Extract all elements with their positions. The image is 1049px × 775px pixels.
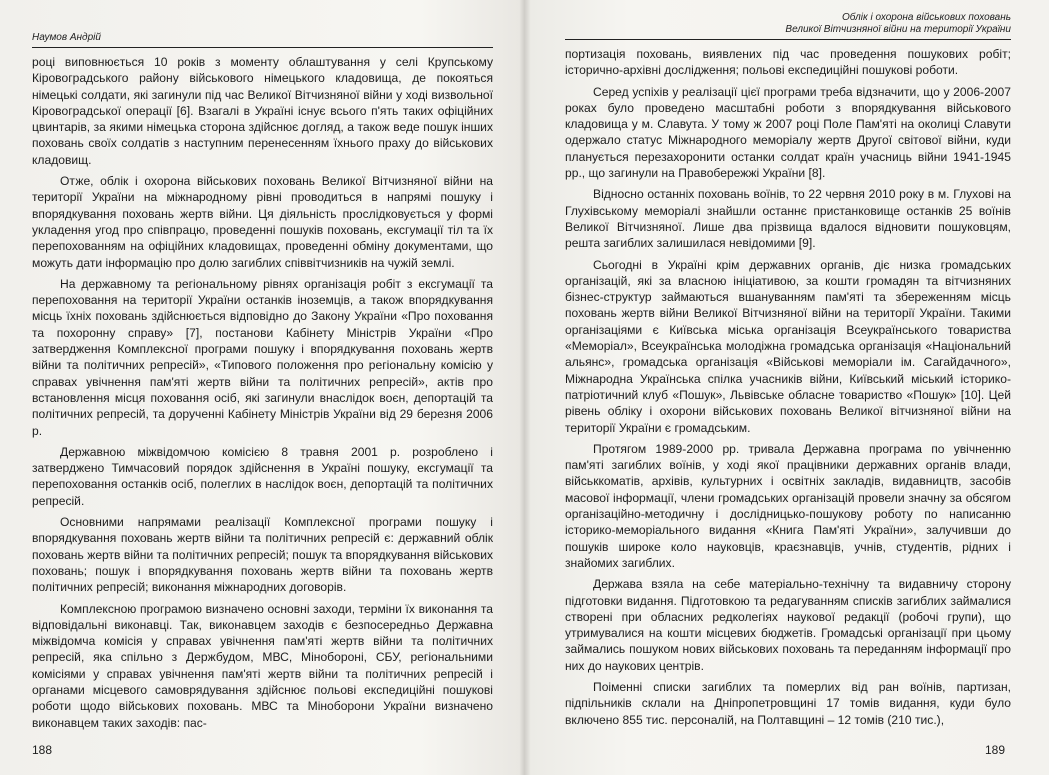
- paragraph: портизація поховань, виявлених під час проведення пошукових робіт; історично-архівні дослідження; польові експедиційні пошукові роботи.: [565, 47, 1011, 78]
- running-head-line-2: Великої Вітчизняної війни на території України: [785, 24, 1011, 35]
- page-number-left: 188: [32, 743, 53, 757]
- paragraph: Державною міжвідомчою комісією 8 травня 2001 р. розроблено і затверджено Тимчасовий порядок здійснення в Україні пошуку, ексгумації та перепоховання останків осіб, полеглих в наслідок воєн, депортацій та політичних репресій.: [32, 444, 493, 508]
- paragraph: Протягом 1989-2000 рр. тривала Державна програма по увічненню пам'яті загиблих воїнів, у ході якої працівники державних органів влади, військкоматів, архівів, культурних і освітніх закладів, видавництв, засобів масової інформації, члени громадських організацій провели значну за обсягом організаційно-методичну і дослідницько-пошукову роботу по написанню історико-меморіального видання «Книга Пам'яті України», залучивши до пошуків широке коло науковців, краєзнавців, учнів, студентів, рідних і знайомих загиблих.: [565, 441, 1011, 570]
- left-body-text: [32, 54, 493, 731]
- left-running-head: [32, 8, 493, 48]
- paragraph: Отже, облік і охорона військових поховань Великої Вітчизняної війни на території України на міжнародному рівні проводиться в напрямі пошуку і впорядкування поховань жертв війни. Ця діяльність прослідковується у формі укладення угод про співпрацю, проведенні пошуків поховань, ексгумації тіл та їх перепохованням на офіційних кладовищах, проведенні обміну документами, що можуть дати інформацію про долю загиблих співвітчизників на чужій землі.: [32, 174, 493, 270]
- page-number-right: 189: [984, 743, 1005, 757]
- paragraph: Сьогодні в Україні крім державних органів, діє низка громадських організацій, які за власною ініціативою, за кошти громадян та вітчизняних бізнес-структур займаються вшануванням пам'яті та збереженням місць поховань жертв війни Великої Вітчизняної війни на території України. Такими організаціями є Київська міська організація Всеукраїнського товариства «Меморіал», Всеукраїнська молодіжна громадська організація «Національний альянс», громадська організація «Військові меморіали ім. Сагайдачного», Міжнародна Українська спілка учасників війни, Київський міський історико-патріотичний клуб «Пошук», Львівське обласне товариство «Пошук» [10]. Цей рівень обліку і охорони військових поховань Великої вітчизняної війни на території України є громадським.: [565, 257, 1011, 435]
- paragraph: Основними напрямами реалізації Комплексної програми пошуку і впорядкування поховань жертв війни та політичних репресій є: державний облік поховань жертв війни та політичних репресій; пошук та впорядкування військових поховань; пошук і впорядкування поховань жертв війни та поховань жертв політичних репресій; виконання міжнародних договорів.: [32, 515, 493, 595]
- paragraph: Поіменні списки загиблих та померлих від ран воїнів, партизан, підпільників склали на Дніпропетровщині 17 томів видання, куди було включено 855 тис. персоналій, на Полтавщині – 12 томів (210 тис.),: [565, 679, 1011, 727]
- paragraph: Держава взяла на себе матеріально-технічну та видавничу сторону підготовки видання. Підготовкою та редагуванням списків загиблих займалися створені при обласних редколегіях наукової редакції (робочі групи), що утримувалися на кошти місцевих бюджетів. Громадські організації при цьому займались пошуком нових військових поховань та переданням інформації про них до наукових центрів.: [565, 577, 1011, 673]
- right-running-head: [565, 8, 1011, 40]
- paragraph: році виповнюється 10 років з моменту облаштування у селі Крупському Кіровоградського району військового німецького кладовища, де покояться німецькі солдати, які загинули під час Великої Вітчизняної війни у ході визвольної Кіровоградської операції [6]. Взагалі в Україні існує всього п'ять таких офіційних цвинтарів, за якими німецька сторона здійснює догляд, а також веде пошук інших поховань своїх солдатів з наступним перенесенням їхнього праху до військових кладовищ.: [32, 55, 493, 167]
- right-page: [525, 0, 1049, 775]
- author-name: Наумов Андрій: [32, 32, 101, 43]
- paragraph: Серед успіхів у реалізації цієї програми треба відзначити, що у 2006-2007 роках було проведено масштабні роботи з впорядкування військового кладовища у м. Славута. У тому ж 2007 році Поле Пам'яті на околиці Славути одержало статус Міжнародного меморіалу жертв Другої світової війни, куди планується перезахоронити останки солдат країн учасниць війни 1941-1945 рр., що загинули на Правобережжі України [8].: [565, 84, 1011, 181]
- running-head-line-1: Облік і охорона військових поховань: [841, 12, 1011, 23]
- paragraph: Комплексною програмою визначено основні заходи, терміни їх виконання та відповідальні виконавці. Так, виконавцем заходів є безпосередньо Державна міжвідомча комісія у справах увічнення пам'яті жертв війни та політичних репресій, яка спільно з Держбудом, МВС, Мінобороні, СБУ, регіональними комісіями у справах увічнення пам'яті жертв війни та політичних репресій і органами місцевого самоврядування здійснює польові експедиційні пошукові роботи щодо військових поховань. МВС та Міноборони України визначено виконавцем таких заходів: пас-: [32, 601, 493, 730]
- paragraph: На державному та регіональному рівнях організація робіт з ексгумації та перепоховання на території України останків іноземців, а також впорядкування місць їхніх поховань здійснюється відповідно до Закону України «Про поховання та похоронну справу» [7], постанови Кабінету Міністрів України «Про затвердження Комплексної програми пошуку і впорядкування поховань жертв війни та політичних репресій», «Типового положення про регіональну комісію у справах увічнення пам'яті жертв війни та політичних репресій», актів про встановлення місця поховання осіб, які загинули внаслідок воєн, депортацій та політичних репресій, та дорученні Кабінету Міністрів України від 29 березня 2006 р.: [32, 276, 493, 438]
- paragraph: Відносно останніх поховань воїнів, то 22 червня 2010 року в м. Глухові на Глухівському меморіалі знайшли останнє пристанковище останків 25 воїнів Великої Вітчизняної. Лише два прізвища вдалося відновити пошуковцям, решта загиблих залишилася невідомими [9].: [565, 187, 1011, 251]
- right-body-text: [565, 46, 1011, 728]
